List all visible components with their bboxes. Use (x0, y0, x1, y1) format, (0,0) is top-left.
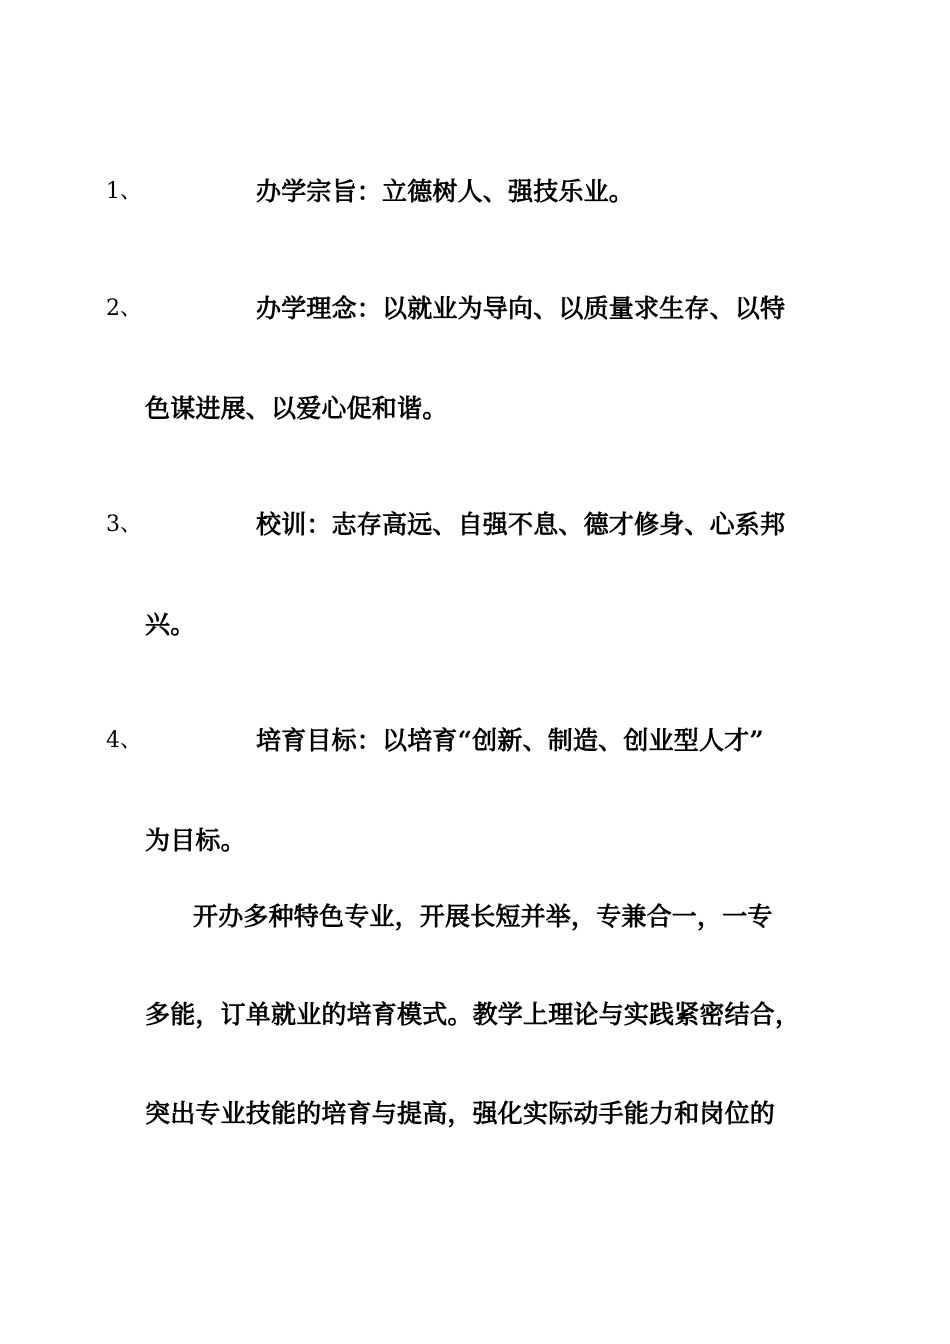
item-1-number: 1、 (106, 179, 142, 204)
item-2-line-1: 办学理念：以就业为导向、以质量求生存、以特 (256, 294, 786, 323)
item-1-line-1: 办学宗旨：立德树人、强技乐业。 (256, 177, 635, 206)
item-2-line-2: 色谋进展、以爱心促和谐。 (145, 394, 448, 423)
item-3-line-2: 兴。 (145, 610, 196, 639)
paragraph-line-1: 开办多种特色专业，开展长短并举，专兼合一，一专 (193, 902, 773, 931)
item-4-number: 4、 (106, 728, 142, 753)
paragraph-line-3: 突出专业技能的培育与提高，强化实际动手能力和岗位的 (145, 1099, 776, 1128)
item-3-line-1: 校训：志存高远、自强不息、德才修身、心系邦 (256, 510, 786, 539)
item-2-number: 2、 (106, 296, 142, 321)
item-3-number: 3、 (106, 512, 142, 537)
item-4-line-2: 为目标。 (145, 826, 246, 855)
item-4-line-1: 培育目标：以培育“创新、制造、创业型人才” (256, 726, 764, 755)
paragraph-line-2: 多能，订单就业的培育模式。教学上理论与实践紧密结合， (145, 1000, 801, 1029)
